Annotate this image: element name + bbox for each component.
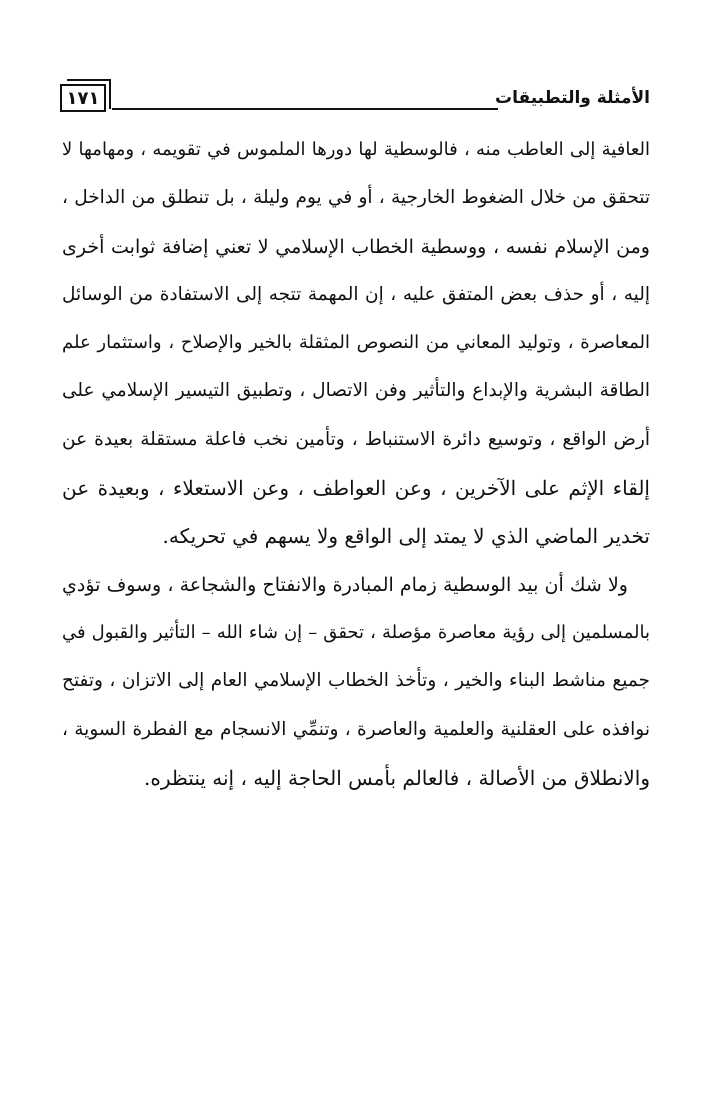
text-line: والانطلاق من الأصالة ، فالعالم بأمس الحاجة إليه ، إنه ينتظره. — [144, 765, 650, 790]
page-header — [60, 80, 650, 120]
text-line: ولا شك أن بيد الوسطية زمام المبادرة والانفتاح والشجاعة ، وسوف تؤدي — [62, 573, 628, 596]
text-line: إلقاء الإثم على الآخرين ، وعن العواطف ، وعن الاستعلاء ، وبعيدة عن — [62, 476, 650, 501]
text-line: جميع مناشط البناء والخير ، وتأخذ الخطاب الإسلامي العام إلى الاتزان ، وتفتح — [62, 670, 650, 692]
text-line: أرض الواقع ، وتوسيع دائرة الاستنباط ، وتأمين نخب فاعلة مستقلة بعيدة عن — [62, 428, 650, 450]
paragraph-2 — [62, 561, 650, 802]
text-line: بالمسلمين إلى رؤية معاصرة مؤصلة ، تحقق – إن شاء الله – التأثير والقبول في — [62, 621, 650, 643]
running-title: الأمثلة والتطبيقات — [495, 88, 650, 108]
text-line: إليه ، أو حذف بعض المتفق عليه ، إن المهمة تتجه إلى الاستفادة من الوسائل — [62, 283, 650, 305]
text-line: الطاقة البشرية والإبداع والتأثير وفن الاتصال ، وتطبيق التيسير الإسلامي على — [62, 380, 650, 402]
text-line: تخدير الماضي الذي لا يمتد إلى الواقع ولا يسهم في تحريكه. — [162, 524, 650, 549]
text-line: تتحقق من خلال الضغوط الخارجية ، أو في يوم وليلة ، بل تنطلق من الداخل ، — [62, 187, 650, 209]
paragraph-1 — [62, 126, 650, 561]
text-line: العافية إلى العاطب منه ، فالوسطية لها دورها الملموس في تقويمه ، ومهامها لا — [62, 139, 650, 160]
text-line: ومن الإسلام نفسه ، ووسطية الخطاب الإسلامي لا تعني إضافة ثوابت أخرى — [62, 235, 650, 258]
text-line: نوافذه على العقلنية والعلمية والعاصرة ، وتنمِّي الانسجام مع الفطرة السوية ، — [62, 718, 650, 740]
body-text — [62, 126, 650, 802]
page-number: ١٧١ — [60, 84, 106, 112]
header-rule — [112, 108, 498, 110]
text-line: المعاصرة ، وتوليد المعاني من النصوص المثقلة بالخير والإصلاح ، واستثمار علم — [62, 332, 650, 354]
